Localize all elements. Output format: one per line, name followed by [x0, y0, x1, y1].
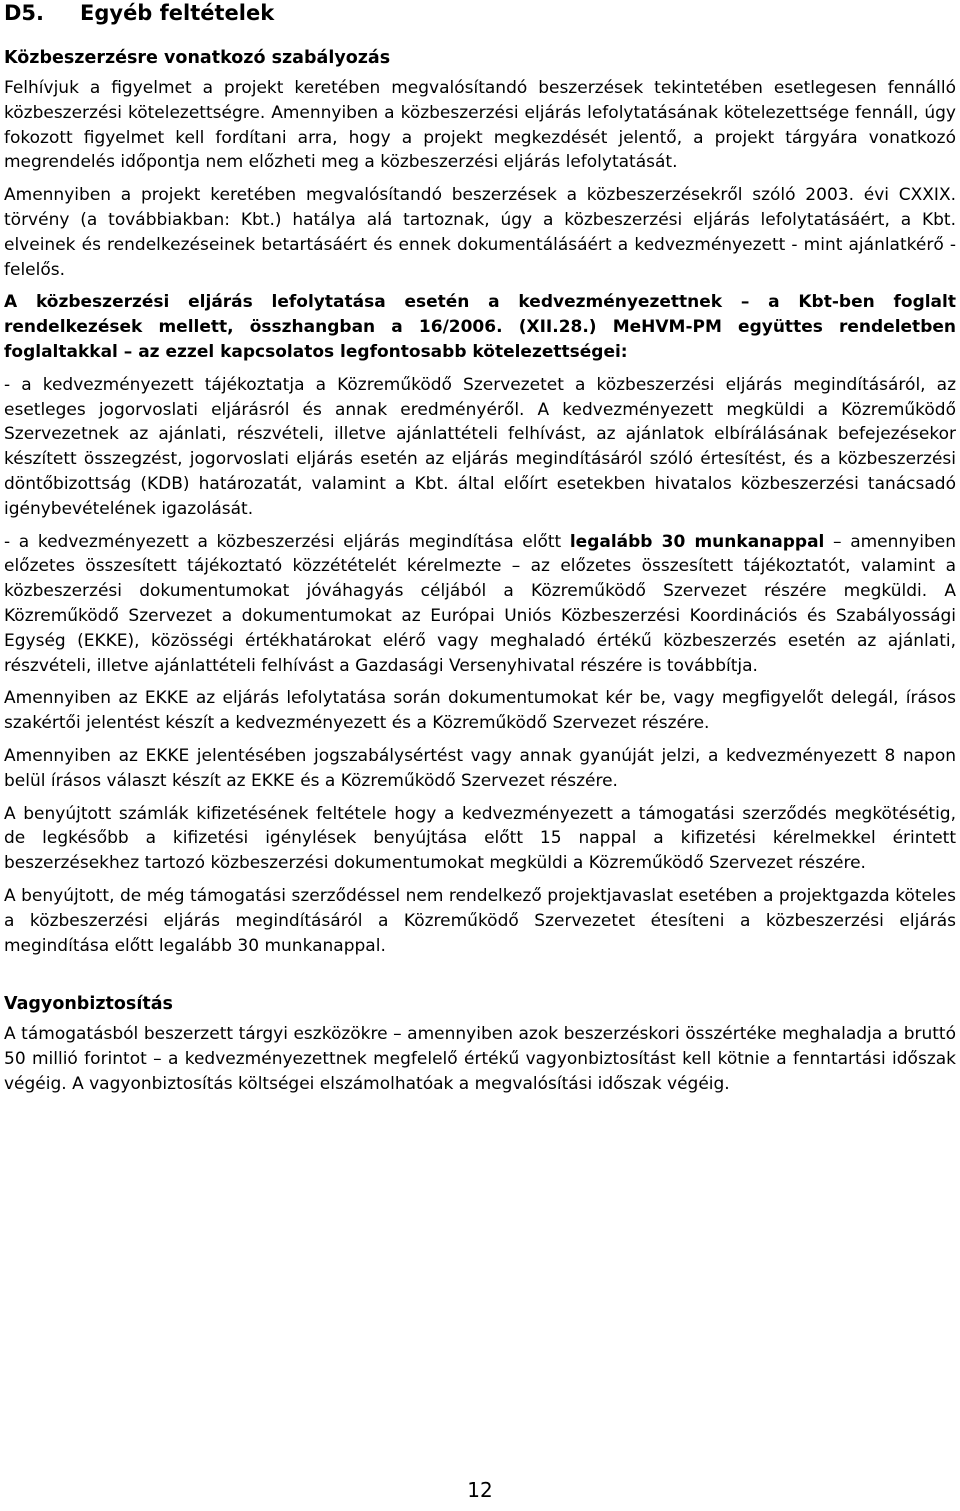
paragraph-insurance: A támogatásból beszerzett tárgyi eszközökre – amennyiben azok beszerzéskori összértéke meghaladja a bruttó 50 millió forintot – a kedvezményezettnek megfelelő értékű vagyonbiztosítást kell kötnie a fenntartási időszak végéig. A vagyonbiztosítás költségei elszámolhatóak a megvalósítási időszak végéig.: [4, 1024, 956, 1094]
paragraph-project-proposal: A benyújtott, de még támogatási szerződéssel nem rendelkező projektjavaslat esetében a projektgazda köteles a közbeszerzési eljárás megindításáról a Közreműködő Szervezetet étesíteni a közbeszerzési eljárás megindítása előtt legalább 30 munkanappal.: [4, 885, 956, 956]
paragraph-obligation-30-days: [4, 530, 956, 679]
paragraph-obligations-heading: A közbeszerzési eljárás lefolytatása esetén a kedvezményezettnek – a Kbt-ben foglalt rendelkezések mellett, összhangban a 16/2006. (XII.28.) MeHVM-PM együttes rendeletben foglaltakkal – az ezzel kapcsolatos legfontosabb kötelezettségei:: [4, 292, 956, 362]
chapter-number: D5.: [4, 1, 45, 25]
chapter-title: Egyéb feltételek: [80, 1, 275, 25]
paragraph-kbt-scope: Amennyiben a projekt keretében megvalósítandó beszerzések a közbeszerzésekről szóló 2003. évi CXXIX. törvény (a továbbiakban: Kbt.) hatálya alá tartoznak, úgy a közbeszerzési eljárás lefolytatásáért, a Kbt. elveinek és rendelkezéseinek betartásáért és ennek dokumentálásáért a kedvezményezett - mint ajánlatkérő - felelős.: [4, 185, 956, 280]
obligation-30-days-lead: - a kedvezményezett a közbeszerzési eljárás megindítása előtt: [4, 531, 570, 552]
section-title-procurement: Közbeszerzésre vonatkozó szabályozás: [4, 48, 391, 68]
obligation-30-days-rest: – amennyiben előzetes összesített tájékoztató közzétételét kérelmezte – az előzetes összesített tájékoztatót, valamint a közbeszerzési dokumentumokat jóváhagyás céljából a Közreműködő Szervezet részére megküldi. A Közreműködő Szervezet a dokumentumokat az Európai Uniós Közbeszerzési Koordinációs és Szabályossági Egység (EKKE), közösségi értékhatárokat elérő vagy meghaladó értékű közbeszerzés esetén az ajánlati, részvételi, illetve ajánlattételi felhívást a Gazdasági Versenyhivatal részére is továbbítja.: [4, 531, 956, 676]
page-number: 12: [467, 1478, 493, 1502]
obligation-30-days-emphasis: legalább 30 munkanappal: [569, 531, 825, 552]
chapter-heading: [4, 0, 956, 26]
paragraph-procurement-intro: Felhívjuk a figyelmet a projekt keretében megvalósítandó beszerzések tekintetében esetlegesen fennálló közbeszerzési kötelezettségre. Amennyiben a közbeszerzési eljárás lefolytatásának kötelezettsége fennáll, úgy fokozott figyelmet kell fordítani arra, hogy a projekt megkezdését jelentő, a projekt tárgyára vonatkozó megrendelés időpontja nem előzheti meg a közbeszerzési eljárás lefolytatását.: [4, 78, 956, 173]
paragraph-ekke-report: Amennyiben az EKKE jelentésében jogszabálysértést vagy annak gyanúját jelzi, a kedvezményezett 8 napon belül írásos választ készít az EKKE és a Közreműködő Szervezet részére.: [4, 745, 956, 791]
paragraph-obligation-inform: - a kedvezményezett tájékoztatja a Közreműködő Szervezetet a közbeszerzési eljárás megindításáról, az esetleges jogorvoslati eljárásról és annak eredményéről. A kedvezményezett megküldi a Közreműködő Szervezetnek az ajánlati, részvételi, illetve ajánlattételi felhívást, az ajánlatok elbírálásának befejezésekor készített összegzést, jogorvoslati eljárás esetén az eljárás megindításáról szóló értesítést, és a közbeszerzési döntőbizottság (KDB) határozatát, valamint a Kbt. által előírt esetekben hivatalos közbeszerzési tanácsadó igénybevételének igazolását.: [4, 374, 956, 519]
paragraph-invoice-payment: A benyújtott számlák kifizetésének feltétele hogy a kedvezményezett a támogatási szerződés megkötésétig, de legkésőbb a kifizetési igénylések benyújtása előtt 15 nappal a kifizetési kérelmekkel érintett beszerzésekhez tartozó közbeszerzési dokumentumokat megküldi a Közreműködő Szervezet részére.: [4, 803, 956, 874]
section-title-insurance: Vagyonbiztosítás: [4, 994, 173, 1015]
paragraph-ekke-documents: Amennyiben az EKKE az eljárás lefolytatása során dokumentumokat kér be, vagy megfigyelőt delegál, írásos szakértői jelentést készít a kedvezményezett és a Közreműködő Szervezet részére.: [4, 688, 956, 734]
